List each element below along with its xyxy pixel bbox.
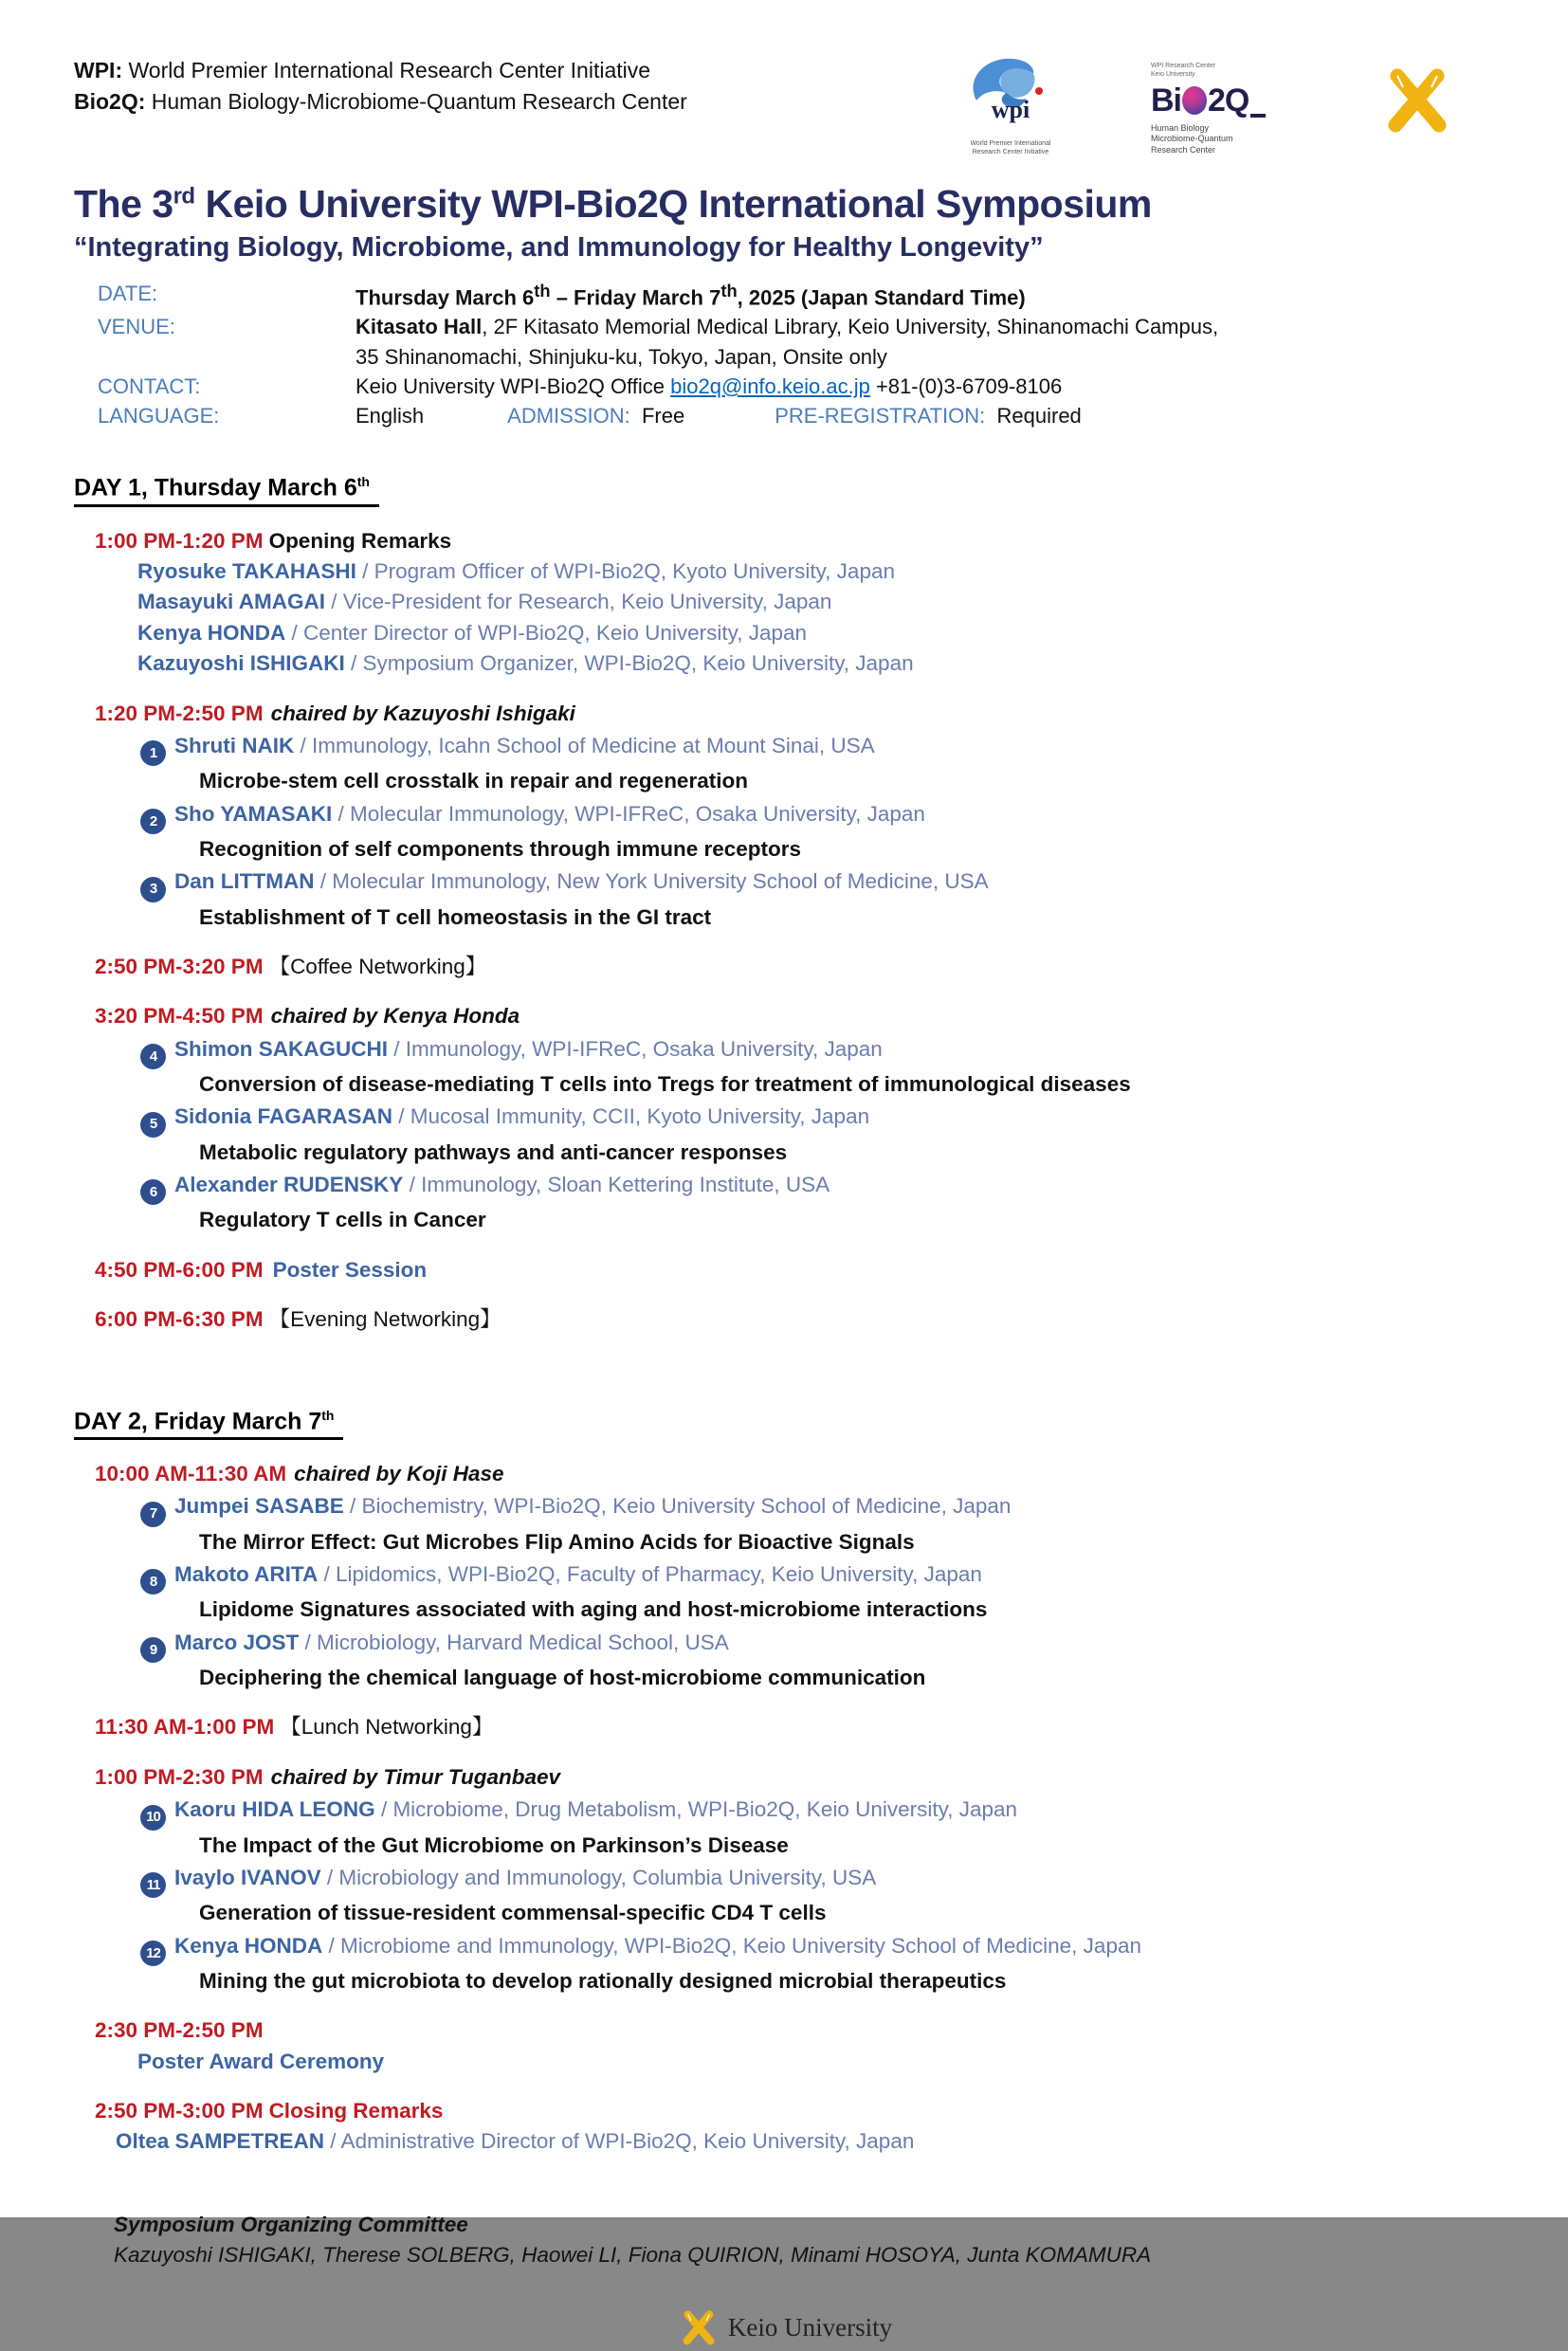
speaker-affiliation: / Immunology, Icahn School of Medicine at Mount Sinai, USA [294, 733, 875, 757]
session-chair: chaired by Kazuyoshi Ishigaki [270, 701, 575, 725]
bio2q-wordmark [1151, 82, 1293, 119]
speaker-name: Ivaylo IVANOV [174, 1865, 321, 1889]
bio2q-logo [1151, 51, 1293, 156]
session-header [95, 1001, 1497, 1031]
speaker-name: Oltea SAMPETREAN [116, 2129, 325, 2154]
bio2q-underline [1250, 114, 1266, 118]
session-time: 2:30 PM-2:50 PM [95, 2018, 264, 2043]
language-english: English [356, 404, 425, 428]
prereg-label: PRE-REGISTRATION: [775, 404, 986, 428]
day2-heading-text: DAY 2, Friday March 7 [74, 1407, 322, 1434]
venue-label: VENUE: [98, 315, 175, 339]
session-header [95, 699, 1497, 729]
talk-number-badge: 3 [140, 877, 166, 902]
header-line-bio2q [74, 86, 687, 118]
speaker-affiliation: / Molecular Immunology, WPI-IFReC, Osaka University, Japan [332, 801, 925, 826]
talk-line [140, 1628, 1497, 1663]
session-title: 【Evening Networking】 [268, 1307, 501, 1332]
prereg-value: Required [996, 404, 1082, 428]
date-value [356, 279, 1026, 313]
wpi-bird-icon [957, 51, 1064, 135]
poster-award-title: Poster Award Ceremony [137, 2049, 385, 2073]
date-p2: – Friday March 7 [550, 285, 721, 310]
keio-footer-logo [74, 2305, 1497, 2351]
day1-coffee-break [95, 952, 1497, 982]
talk-number-badge: 10 [140, 1805, 166, 1831]
contact-value [356, 372, 1062, 401]
speaker-line [137, 618, 1497, 648]
bio2q-cap-1: Human Biology [1151, 122, 1210, 133]
speaker-affiliation: / Molecular Immunology, New York University School of Medicine, USA [314, 869, 989, 894]
contact-office: Keio University WPI-Bio2Q Office [356, 374, 671, 398]
speaker-affiliation: / Symposium Organizer, WPI-Bio2Q, Keio University, Japan [344, 651, 914, 676]
date-sup2: th [720, 280, 738, 301]
speaker-affiliation: / Microbiome, Drug Metabolism, WPI-Bio2Q, Keio University, Japan [374, 1797, 1017, 1822]
talk-title: Microbe-stem cell crosstalk in repair and regeneration [199, 769, 748, 793]
keio-crossed-pens-icon [1380, 64, 1454, 138]
bio2q-cap-2: Microbiome-Quantum [1151, 134, 1233, 144]
talk-number-badge: 4 [140, 1044, 166, 1069]
speaker-name: Masayuki AMAGAI [137, 590, 325, 614]
talk-line [140, 1931, 1497, 1966]
date-sup1: th [534, 280, 551, 301]
info-contact-row [98, 372, 1497, 401]
page-title [74, 182, 1497, 227]
speaker-name: Jumpei SASABE [174, 1494, 344, 1519]
bio2q-caption [1151, 123, 1293, 156]
talk-number-badge: 2 [140, 809, 166, 834]
session-chair: chaired by Timur Tuganbaev [270, 1764, 561, 1789]
keio-crossed-pens-icon [679, 2305, 719, 2351]
wpi-label: WPI: [74, 58, 123, 82]
contact-email-link[interactable]: bio2q@info.keio.ac.jp [670, 374, 870, 398]
speaker-name: Kazuyoshi ISHIGAKI [137, 651, 345, 676]
day1-session-2 [95, 1001, 1497, 1235]
info-venue-row [98, 312, 1497, 371]
contact-label: CONTACT: [98, 374, 201, 398]
talk-line [140, 1795, 1497, 1830]
contact-phone: +81-(0)3-6709-8106 [869, 374, 1063, 398]
session-title: 【Coffee Networking】 [268, 955, 487, 979]
speaker-line [116, 2126, 1497, 2157]
bio2q-o-icon [1182, 86, 1207, 115]
talk-title: Recognition of self components through immune receptors [199, 836, 802, 861]
session-time: 2:50 PM-3:00 PM [95, 2099, 264, 2123]
talk-line [140, 731, 1497, 766]
keio-emblem [1380, 64, 1454, 143]
talk-title: The Mirror Effect: Gut Microbes Flip Amino Acids for Bioactive Signals [199, 1529, 915, 1554]
talk-line [140, 1170, 1497, 1205]
speaker-name: Kenya HONDA [137, 620, 286, 645]
talk-number-badge: 1 [140, 740, 166, 766]
venue-line2: 35 Shinanomachi, Shinjuku-ku, Tokyo, Japan, Onsite only [356, 344, 887, 369]
bio2q-word-post: 2Q [1208, 82, 1249, 118]
speaker-line [137, 556, 1497, 587]
day2-lunch-networking [95, 1712, 1497, 1742]
info-date-row [98, 279, 1497, 313]
day2-session-2 [95, 1762, 1497, 1996]
bio2q-text: Human Biology-Microbiome-Quantum Research Center [145, 89, 687, 115]
speaker-affiliation: / Microbiology and Immunology, Columbia University, USA [320, 1865, 877, 1889]
info-block [98, 279, 1497, 431]
speaker-affiliation: / Immunology, Sloan Kettering Institute, USA [403, 1173, 830, 1197]
talk-number-badge: 12 [140, 1941, 166, 1966]
talk-title: Mining the gut microbiota to develop rationally designed microbial therapeutics [199, 1968, 1007, 1993]
talk-number-badge: 11 [140, 1872, 166, 1898]
bio2q-top-2: Keio University [1151, 70, 1195, 78]
session-time: 2:50 PM-3:20 PM [95, 955, 264, 979]
header-org-lines [74, 49, 687, 118]
day1-heading-text: DAY 1, Thursday March 6 [74, 474, 357, 501]
admission-label: ADMISSION: [507, 404, 630, 428]
day2-section [74, 1364, 1497, 2158]
talk-line [140, 1102, 1497, 1137]
wpi-caption-2: Research Center Initiative [972, 149, 1049, 156]
session-header [95, 2096, 1497, 2126]
speaker-affiliation: / Biochemistry, WPI-Bio2Q, Keio University School of Medicine, Japan [343, 1494, 1012, 1519]
speaker-affiliation: / Microbiology, Harvard Medical School, USA [299, 1630, 729, 1654]
talk-title: The Impact of the Gut Microbiome on Parkinson’s Disease [199, 1832, 789, 1857]
session-time: 1:00 PM-1:20 PM [95, 528, 264, 553]
bio2q-top-1: WPI Research Center [1151, 63, 1216, 69]
svg-text:wpi: wpi [991, 96, 1030, 123]
speaker-name: Kaoru HIDA LEONG [174, 1797, 375, 1822]
speaker-name: Shruti NAIK [174, 733, 295, 757]
talk-title: Metabolic regulatory pathways and anti-cancer responses [199, 1139, 788, 1164]
session-title: Opening Remarks [268, 528, 452, 553]
day1-opening-session [95, 526, 1497, 680]
speaker-name: Kenya HONDA [174, 1933, 323, 1958]
session-title: Closing Remarks [268, 2099, 444, 2123]
language-label: LANGUAGE: [98, 404, 220, 428]
session-time: 4:50 PM-6:00 PM [95, 1257, 264, 1282]
session-chair: chaired by Kenya Honda [270, 1004, 520, 1029]
keio-footer-text: Keio University [727, 2313, 893, 2342]
session-time: 11:30 AM-1:00 PM [95, 1715, 275, 1740]
speaker-name: Makoto ARITA [174, 1562, 319, 1587]
bio2q-cap-3: Research Center [1151, 144, 1216, 155]
committee-title: Symposium Organizing Committee [114, 2212, 468, 2236]
title-sup: rd [173, 183, 195, 210]
session-title: 【Lunch Networking】 [280, 1715, 494, 1740]
session-time: 6:00 PM-6:30 PM [95, 1307, 264, 1332]
session-time: 10:00 AM-11:30 AM [95, 1461, 287, 1485]
bio2q-label: Bio2Q: [74, 89, 146, 115]
date-p1: Thursday March 6 [356, 285, 535, 310]
bio2q-word-pre: Bi [1151, 82, 1181, 118]
speaker-name: Sidonia FAGARASAN [174, 1104, 393, 1129]
header [74, 49, 1497, 157]
session-header [95, 1459, 1497, 1489]
speaker-affiliation: / Microbiome and Immunology, WPI-Bio2Q, Keio University School of Medicine, Japan [322, 1933, 1141, 1958]
day2-heading [74, 1408, 343, 1440]
title-pre: The 3 [74, 181, 173, 226]
wpi-text: World Premier International Research Center Initiative [122, 58, 651, 82]
talk-number-badge: 6 [140, 1179, 166, 1205]
organizing-committee [114, 2213, 1497, 2268]
talk-title: Deciphering the chemical language of host-microbiome communication [199, 1666, 926, 1690]
talk-number-badge: 9 [140, 1637, 166, 1663]
talk-line [140, 799, 1497, 834]
header-line-wpi [74, 55, 687, 86]
day1-session-1 [95, 699, 1497, 933]
day2-closing-remarks [95, 2096, 1497, 2158]
session-time: 1:20 PM-2:50 PM [95, 701, 264, 725]
admission-value: Free [641, 404, 685, 428]
session-header [95, 526, 1497, 556]
logo-row [957, 49, 1454, 157]
session-time: 1:00 PM-2:30 PM [95, 1764, 264, 1789]
page-subtitle: “Integrating Biology, Microbiome, and Immunology for Healthy Longevity” [74, 231, 1044, 263]
venue-hall: Kitasato Hall [356, 315, 483, 339]
date-p3: , 2025 (Japan Standard Time) [737, 285, 1026, 310]
venue-value [356, 312, 1218, 371]
speaker-affiliation: / Immunology, WPI-IFReC, Osaka University, Japan [388, 1036, 883, 1061]
speaker-affiliation: / Lipidomics, WPI-Bio2Q, Faculty of Pharmacy, Keio University, Japan [318, 1562, 982, 1587]
talk-number-badge: 5 [140, 1112, 166, 1138]
speaker-name: Marco JOST [174, 1630, 300, 1654]
talk-line [140, 1491, 1497, 1526]
talk-number-badge: 8 [140, 1569, 166, 1595]
day1-heading [74, 474, 379, 506]
session-header [95, 1762, 1497, 1793]
info-language-row [98, 401, 1497, 430]
day1-section [74, 430, 1497, 1335]
wpi-logo [957, 51, 1064, 157]
talk-number-badge: 7 [140, 1502, 166, 1527]
day1-evening-networking [95, 1304, 1497, 1335]
talk-title: Generation of tissue-resident commensal-specific CD4 T cells [199, 1901, 827, 1925]
speaker-name: Dan LITTMAN [174, 869, 315, 894]
wpi-caption-1: World Premier International [970, 140, 1051, 147]
talk-title: Lipidome Signatures associated with aging and host-microbiome interactions [199, 1597, 988, 1622]
talk-line [140, 866, 1497, 902]
speaker-affiliation: / Vice-President for Research, Keio University, Japan [324, 590, 832, 614]
day1-heading-sup: th [356, 474, 370, 490]
venue-rest: , 2F Kitasato Memorial Medical Library, Keio University, Shinanomachi Campus, [482, 315, 1219, 339]
speaker-affiliation: / Program Officer of WPI-Bio2Q, Kyoto University, Japan [356, 559, 895, 583]
day2-heading-sup: th [321, 1407, 335, 1423]
session-chair: chaired by Koji Hase [294, 1461, 504, 1485]
session-title: Poster Session [272, 1257, 428, 1282]
speaker-name: Sho YAMASAKI [174, 801, 333, 826]
talk-title: Conversion of disease-mediating T cells into Tregs for treatment of immunological diseases [199, 1072, 1131, 1097]
speaker-affiliation: / Center Director of WPI-Bio2Q, Keio University, Japan [285, 620, 808, 645]
speaker-line [137, 648, 1497, 679]
speaker-name: Shimon SAKAGUCHI [174, 1036, 388, 1061]
speaker-name: Ryosuke TAKAHASHI [137, 559, 356, 583]
language-value [356, 401, 1082, 430]
talk-title: Regulatory T cells in Cancer [199, 1208, 486, 1232]
committee-members: Kazuyoshi ISHIGAKI, Therese SOLBERG, Haowei LI, Fiona QUIRION, Minami HOSOYA, Junta KOMAMURA [114, 2242, 1152, 2267]
session-time: 3:20 PM-4:50 PM [95, 1004, 264, 1029]
day1-poster-session [95, 1255, 1497, 1285]
speaker-affiliation: / Administrative Director of WPI-Bio2Q, Keio University, Japan [324, 2129, 915, 2154]
venue-line1 [356, 315, 1218, 338]
talk-line [140, 1559, 1497, 1595]
talk-title: Establishment of T cell homeostasis in the GI tract [199, 904, 712, 929]
day2-session-1 [95, 1459, 1497, 1693]
speaker-affiliation: / Mucosal Immunity, CCII, Kyoto University, Japan [392, 1104, 870, 1129]
speaker-name: Alexander RUDENSKY [174, 1173, 404, 1197]
speaker-line [137, 587, 1497, 617]
date-label: DATE: [98, 281, 158, 305]
title-post: Keio University WPI-Bio2Q International Symposium [194, 181, 1152, 226]
talk-line [140, 1863, 1497, 1898]
talk-line [140, 1034, 1497, 1069]
day2-poster-award [95, 2015, 1497, 2077]
